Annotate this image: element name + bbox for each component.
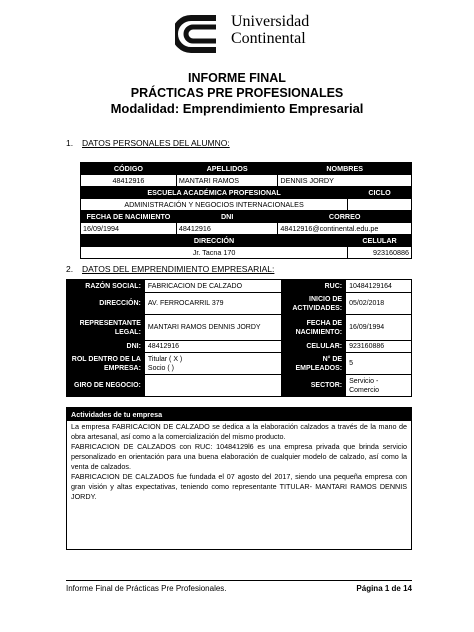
- header-escuela: ESCUELA ACADÉMICA PROFESIONAL: [81, 187, 348, 199]
- activities-header: Actividades de tu empresa: [67, 408, 411, 421]
- sector-label: SECTOR:: [282, 375, 346, 397]
- activities-paragraph-1: La empresa FABRICACION DE CALZADO se dedica a la elaboración calzados a través de la mano de obra artesanal, así como a la comercialización del mismo producto.: [71, 422, 407, 441]
- escuela-value: ADMINISTRACIÓN Y NEGOCIOS INTERNACIONALES: [81, 199, 348, 211]
- empleados-value: 5: [346, 353, 412, 375]
- header-ciclo: CICLO: [348, 187, 412, 199]
- razon-social-value: FABRICACION DE CALZADO: [144, 280, 281, 293]
- codigo-value: 48412916: [81, 175, 177, 187]
- celular-value: 923160886: [346, 341, 412, 353]
- table-row: [81, 211, 412, 223]
- representante-value: MANTARI RAMOS DENNIS JORDY: [144, 315, 281, 341]
- fecha-nacimiento-value: 16/09/1994: [346, 315, 412, 341]
- header-correo: CORREO: [278, 211, 412, 223]
- table-row: [67, 293, 412, 315]
- representante-label: REPRESENTANTE LEGAL:: [67, 315, 145, 341]
- direccion-label: DIRECCIÓN:: [67, 293, 145, 315]
- university-logo-icon: [175, 14, 221, 54]
- celular-label: CELULAR:: [282, 341, 346, 353]
- logo-line-2: Continental: [231, 30, 306, 47]
- table-row: [67, 315, 412, 341]
- table-row: [81, 247, 412, 259]
- celular-value: 923160886: [348, 247, 412, 259]
- header-codigo: CÓDIGO: [81, 163, 177, 175]
- header-celular: CELULAR: [348, 235, 412, 247]
- rol-label: ROL DENTRO DE LA EMPRESA:: [67, 353, 145, 375]
- header-fecha-nacimiento: FECHA DE NACIMIENTO: [81, 211, 177, 223]
- student-data-table: [80, 162, 412, 259]
- rol-value: [144, 353, 281, 375]
- dni-label: DNI:: [67, 341, 145, 353]
- sector-value: Servicio - Comercio: [346, 375, 412, 397]
- table-row: [81, 175, 412, 187]
- apellidos-value: MANTARI RAMOS: [176, 175, 278, 187]
- activities-paragraph-3: FABRICACION DE CALZADOS fue fundada el 07 agosto del 2017, siendo una pequeña empresa con gran visión y altas expectativas, teniendo como representante TITULAR- MANTARI RAMOS DENNIS JORDY.: [71, 472, 407, 501]
- header-direccion: DIRECCIÓN: [81, 235, 348, 247]
- business-data-table: [66, 279, 412, 397]
- table-row: [81, 199, 412, 211]
- activities-box: [66, 407, 412, 550]
- header-apellidos: APELLIDOS: [176, 163, 278, 175]
- title-line-2: PRÁCTICAS PRE PROFESIONALES: [130, 86, 344, 100]
- logo-line-1: Universidad: [231, 13, 310, 30]
- table-row: [67, 375, 412, 397]
- document-title: [0, 71, 474, 117]
- title-line-1: INFORME FINAL: [188, 71, 286, 85]
- fecha-nacimiento-label: FECHA DE NACIMIENTO:: [282, 315, 346, 341]
- footer-page-number: Página 1 de 14: [356, 584, 412, 593]
- table-row: [67, 280, 412, 293]
- header-nombres: NOMBRES: [278, 163, 412, 175]
- correo-value: 48412916@continental.edu.pe: [278, 223, 412, 235]
- dni-value: 48412916: [176, 223, 278, 235]
- rol-titular: Titular ( X ): [147, 355, 183, 363]
- table-row: [81, 235, 412, 247]
- footer-document-name: Informe Final de Prácticas Pre Profesionales.: [66, 584, 227, 593]
- nombres-value: DENNIS JORDY: [278, 175, 412, 187]
- section-2-heading: [66, 264, 274, 274]
- section-1-number: 1.: [66, 138, 74, 148]
- section-1-heading: [66, 138, 230, 148]
- ruc-value: 10484129164: [346, 280, 412, 293]
- table-row: [81, 163, 412, 175]
- direccion-value: Jr. Tacna 170: [81, 247, 348, 259]
- header-dni: DNI: [176, 211, 278, 223]
- table-row: [67, 341, 412, 353]
- empleados-label: N° DE EMPLEADOS:: [282, 353, 346, 375]
- razon-social-label: RAZÓN SOCIAL:: [67, 280, 145, 293]
- activities-body: [67, 421, 411, 503]
- title-line-3: Modalidad: Emprendimiento Empresarial: [110, 101, 364, 116]
- university-name: [231, 13, 309, 47]
- footer-divider: [66, 580, 412, 581]
- dni-value: 48412916: [144, 341, 281, 353]
- section-2-number: 2.: [66, 264, 74, 274]
- section-1-title: DATOS PERSONALES DEL ALUMNO:: [82, 138, 230, 148]
- table-row: [67, 353, 412, 375]
- table-row: [81, 223, 412, 235]
- rol-socio: Socio ( ): [147, 364, 174, 372]
- activities-paragraph-2: FABRICACION DE CALZADOS con RUC: 10484129l6 es una empresa privada que brinda servicio personalizado en orientación para una buena elaboración de cualquier modelo de calzado, así como la venta de calzados.: [71, 442, 407, 471]
- giro-label: GIRO DE NEGOCIO:: [67, 375, 145, 397]
- table-row: [81, 187, 412, 199]
- inicio-actividades-label: INICIO DE ACTIVIDADES:: [282, 293, 346, 315]
- giro-value: [144, 375, 281, 397]
- direccion-value: AV. FERROCARRIL 379: [144, 293, 281, 315]
- ruc-label: RUC:: [282, 280, 346, 293]
- section-2-title: DATOS DEL EMPRENDIMIENTO EMPRESARIAL:: [82, 264, 275, 274]
- ciclo-value: [348, 199, 412, 211]
- inicio-actividades-value: 05/02/2018: [346, 293, 412, 315]
- fecha-value: 16/09/1994: [81, 223, 177, 235]
